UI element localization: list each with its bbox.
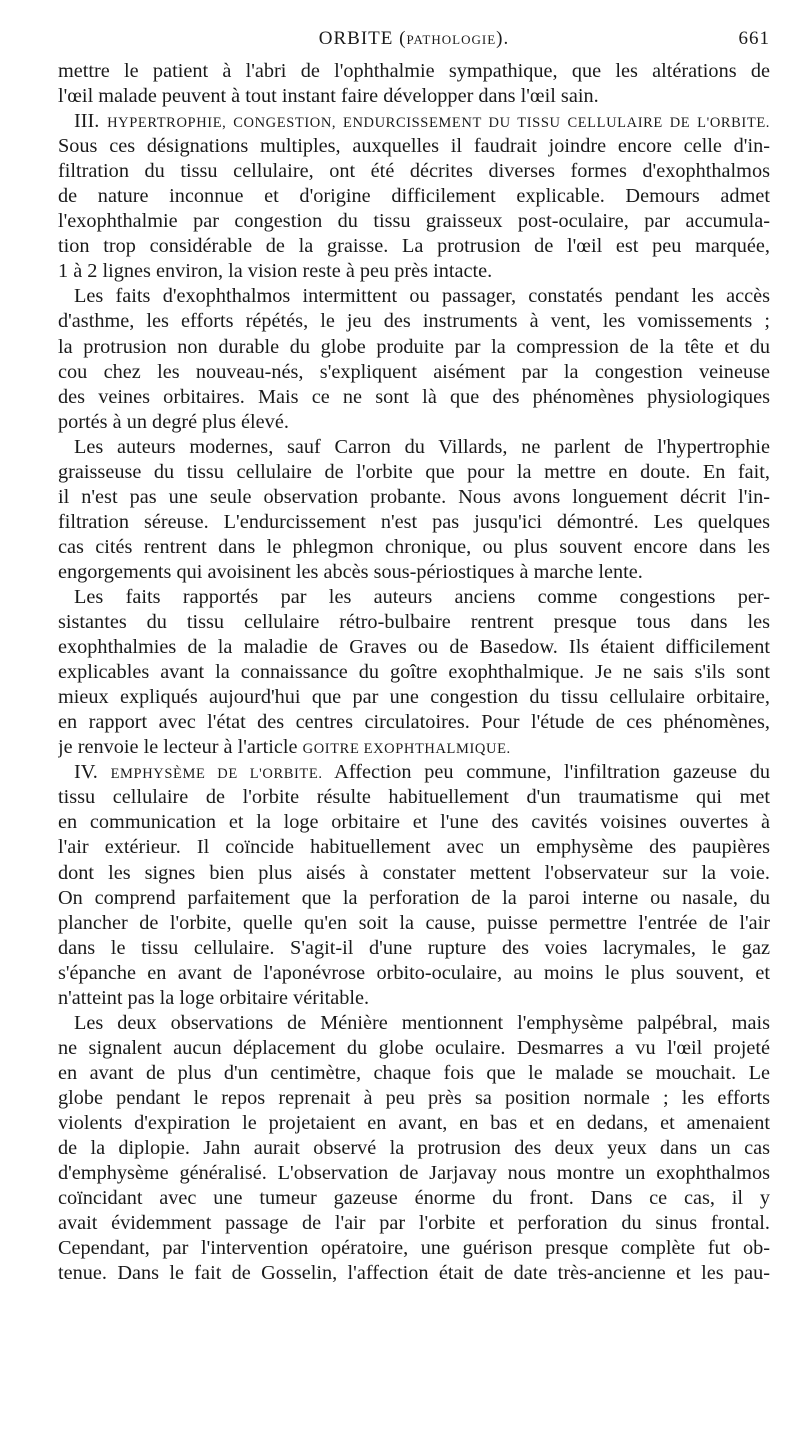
text-line <box>58 385 770 410</box>
text-line <box>58 360 770 385</box>
text-segment: tion trop considérable de la graisse. La protrusion de l'œil est peu marquée, <box>58 235 770 258</box>
text-segment: je renvoie le lecteur à l'article <box>58 736 303 759</box>
body-text <box>58 59 770 1286</box>
text-line <box>58 735 770 760</box>
text-line <box>58 84 770 109</box>
text-line <box>58 209 770 234</box>
text-line <box>58 134 770 159</box>
text-segment: graisseuse du tissu cellulaire de l'orbite que pour la mettre en doute. En fait, <box>58 460 770 483</box>
text-line <box>58 309 770 334</box>
text-segment: en communication et la loge orbitaire et l'une des cavités voisines ouvertes à <box>58 811 770 834</box>
text-line <box>58 785 770 810</box>
text-segment: l'œil malade peuvent à tout instant faire développer dans l'œil sain. <box>58 85 599 108</box>
text-line <box>58 1011 770 1036</box>
text-line <box>58 485 770 510</box>
text-segment: coïncidant avec une tumeur gazeuse énorme du front. Dans ce cas, il y <box>58 1187 770 1210</box>
text-segment: d'asthme, les efforts répétés, le jeu des instruments à vent, les vomissements ; <box>58 310 770 333</box>
text-segment: dont les signes bien plus aisés à constater mettent l'observateur sur la voie. <box>58 861 770 884</box>
text-segment: cas cités rentrent dans le phlegmon chronique, ou plus souvent encore dans les <box>58 535 770 558</box>
text-segment: mieux expliqués aujourd'hui que par une congestion du tissu cellulaire orbitaire, <box>58 686 770 709</box>
text-segment: sistantes du tissu cellulaire rétro-bulbaire rentrent presque tous dans les <box>58 611 770 634</box>
text-line <box>58 59 770 84</box>
text-line <box>58 460 770 485</box>
text-line <box>58 911 770 936</box>
text-line <box>58 184 770 209</box>
text-line <box>58 1161 770 1186</box>
text-line <box>58 1136 770 1161</box>
text-segment: mettre le patient à l'abri de l'ophthalmie sympathique, que les altérations de <box>58 60 770 82</box>
text-segment: n'atteint pas la loge orbitaire véritable. <box>58 986 370 1009</box>
text-segment: ne signalent aucun déplacement du globe oculaire. Desmarres a vu l'œil projeté <box>58 1036 770 1059</box>
text-line <box>58 284 770 309</box>
text-segment: s'épanche en avant de l'aponévrose orbito-oculaire, au moins le plus souvent, et <box>58 961 770 984</box>
text-line <box>58 986 770 1011</box>
small-caps-heading: HYPERTROPHIE, CONGESTION, ENDURCISSEMENT DU TISSU CELLULAIRE DE L'ORBITE. <box>107 115 770 132</box>
text-line <box>58 660 770 685</box>
text-segment: filtration séreuse. L'endurcissement n'est pas jusqu'ici démontré. Les quelques <box>58 510 770 533</box>
text-segment: 1 à 2 lignes environ, la vision reste à peu près intacte. <box>58 260 493 283</box>
text-segment: il n'est pas une seule observation probante. Nous avons longuement décrit l'in- <box>58 485 770 508</box>
text-segment: Affection peu commune, l'infiltration gazeuse du <box>322 761 770 784</box>
text-line <box>58 234 770 259</box>
text-segment: Les auteurs modernes, sauf Carron du Villards, ne parlent de l'hypertrophie <box>74 435 770 458</box>
text-segment: dans le tissu cellulaire. S'agit-il d'une rupture des voies lacrymales, le gaz <box>58 936 770 959</box>
text-line <box>58 585 770 610</box>
text-segment: plancher de l'orbite, quelle qu'en soit la cause, puisse permettre l'entrée de l'air <box>58 911 770 934</box>
text-segment: cou chez les nouveau-nés, s'expliquent aisément par la congestion veineuse <box>58 360 770 383</box>
text-line <box>58 961 770 986</box>
text-segment: tenue. Dans le fait de Gosselin, l'affection était de date très-ancienne et les pau- <box>58 1262 770 1285</box>
text-line <box>58 109 770 134</box>
text-segment: Sous ces désignations multiples, auxquelles il faudrait joindre encore celle d'in- <box>58 135 770 158</box>
text-line <box>58 1111 770 1136</box>
text-line <box>58 259 770 284</box>
text-segment: On comprend parfaitement que la perforation de la paroi interne ou nasale, du <box>58 886 770 909</box>
text-line <box>58 435 770 460</box>
text-line <box>58 535 770 560</box>
text-line <box>58 560 770 585</box>
running-title <box>58 28 770 50</box>
text-segment: portés à un degré plus élevé. <box>58 410 289 433</box>
text-segment: la protrusion non durable du globe produite par la compression de la tête et du <box>58 335 770 358</box>
text-segment: IV. <box>74 761 111 784</box>
text-line <box>58 635 770 660</box>
text-segment: violents d'expiration le projetaient en avant, en bas et en dedans, et amenaient <box>58 1111 770 1134</box>
text-line <box>58 1186 770 1211</box>
running-title-close: ). <box>496 28 510 49</box>
running-title-main: ORBITE <box>318 28 394 49</box>
small-caps-heading: EMPHYSÈME DE L'ORBITE. <box>110 766 323 783</box>
text-segment: l'air extérieur. Il coïncide habituellement avec un emphysème des paupières <box>58 836 770 859</box>
text-segment: tissu cellulaire de l'orbite résulte habituellement d'un traumatisme qui met <box>58 786 770 809</box>
text-segment: exophthalmies de la maladie de Graves ou de Basedow. Ils étaient difficilement <box>58 636 770 659</box>
text-segment: l'exophthalmie par congestion du tissu graisseux post-oculaire, par accumula- <box>58 210 770 233</box>
text-segment: des veines orbitaires. Mais ce ne sont là que des phénomènes physiologiques <box>58 385 770 408</box>
text-line <box>58 685 770 710</box>
running-title-open: ( <box>393 28 407 49</box>
text-segment: Cependant, par l'intervention opératoire, une guérison presque complète fut ob- <box>58 1237 770 1260</box>
small-caps-heading: GOITRE EXOPHTHALMIQUE. <box>302 741 511 758</box>
text-line <box>58 835 770 860</box>
text-line <box>58 861 770 886</box>
text-line <box>58 1211 770 1236</box>
text-segment: filtration du tissu cellulaire, ont été décrites diverses formes d'exophthalmos <box>58 160 770 183</box>
text-segment: avait évidemment passage de l'air par l'orbite et perforation du sinus frontal. <box>58 1212 770 1235</box>
text-line <box>58 410 770 435</box>
text-line <box>58 159 770 184</box>
text-line <box>58 610 770 635</box>
running-header <box>58 28 770 54</box>
text-segment: Les deux observations de Ménière mentionnent l'emphysème palpébral, mais <box>74 1011 770 1034</box>
text-line <box>58 335 770 360</box>
text-line <box>58 760 770 785</box>
text-segment: de la diplopie. Jahn aurait observé la protrusion des deux yeux dans un cas <box>58 1137 770 1160</box>
text-line <box>58 710 770 735</box>
text-segment: III. <box>74 110 108 133</box>
text-segment: de nature inconnue et d'origine difficilement explicable. Demours admet <box>58 185 770 208</box>
text-segment: Les faits d'exophthalmos intermittent ou passager, constatés pendant les accès <box>74 285 770 308</box>
running-title-sub: PATHOLOGIE <box>406 32 497 47</box>
text-line <box>58 1086 770 1111</box>
text-segment: globe pendant le repos reprenait à peu près sa position normale ; les efforts <box>58 1086 770 1109</box>
text-segment: explicables avant la connaissance du goître exophthalmique. Je ne sais s'ils sont <box>58 661 770 684</box>
text-segment: Les faits rapportés par les auteurs anciens comme congestions per- <box>74 585 770 608</box>
text-line <box>58 1036 770 1061</box>
text-line <box>58 1061 770 1086</box>
text-line <box>58 936 770 961</box>
text-segment: d'emphysème généralisé. L'observation de Jarjavay nous montre un exophthalmos <box>58 1162 770 1185</box>
text-line <box>58 510 770 535</box>
text-line <box>58 1236 770 1261</box>
text-segment: engorgements qui avoisinent les abcès sous-périostiques à marche lente. <box>58 560 643 583</box>
text-line <box>58 886 770 911</box>
text-line <box>58 1261 770 1286</box>
page-number: 661 <box>738 28 770 49</box>
text-segment: en rapport avec l'état des centres circulatoires. Pour l'étude de ces phénomènes, <box>58 711 770 734</box>
text-line <box>58 810 770 835</box>
text-segment: en avant de plus d'un centimètre, chaque fois que le malade se mouchait. Le <box>58 1061 770 1084</box>
